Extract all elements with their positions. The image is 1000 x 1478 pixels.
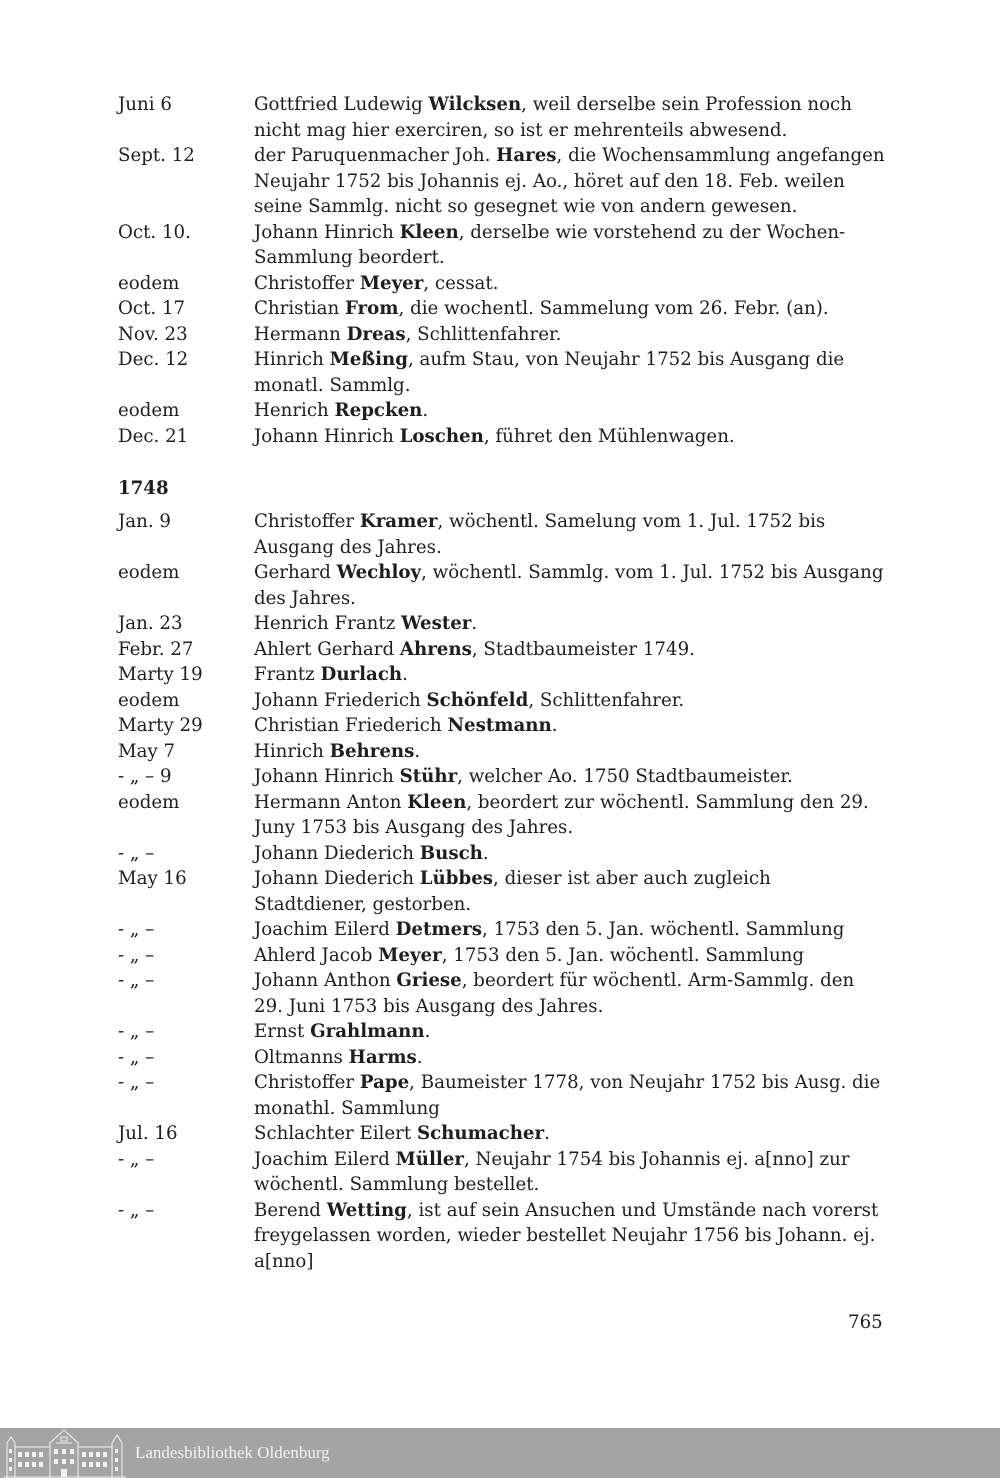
register-entry [118,637,888,663]
register-entry [118,611,888,637]
entry-text [254,968,888,1019]
register-entry [118,1070,888,1121]
entry-given-names: Frantz [254,664,321,685]
entry-surname: Loschen [399,425,484,447]
entry-date: - „ – [118,1072,155,1093]
entry-text [254,271,888,297]
entry-surname: Wetting [326,1199,407,1221]
entry-surname: Kleen [399,221,459,243]
entry-remark: . [416,1046,423,1068]
entry-date: May 16 [118,868,187,889]
entry-remark: . [471,613,478,634]
register-entry [118,866,888,917]
entry-text [254,841,888,867]
entry-given-names: Hermann [254,323,347,345]
entry-given-names: Ahlert Gerhard [254,638,400,660]
entry-given-names: der Paruquenmacher Joh. [254,145,497,166]
register-entry [118,713,888,739]
entry-remark: , Schlittenfahrer. [405,323,562,345]
entry-date: eodem [118,562,180,583]
register-entry [118,424,888,450]
entry-remark: , dieser ist aber auch zugleich Stadtdiener, gestorben. [254,868,771,915]
entry-remark: . [422,400,429,421]
register-entry [118,790,888,841]
entry-given-names: Christoffer [254,1072,360,1093]
register-entry [118,739,888,765]
entry-date: Jul. 16 [118,1123,178,1144]
entry-surname: Wilcksen [428,94,522,115]
entry-given-names: Christoffer [254,272,360,294]
entry-date: Jan. 9 [118,511,171,532]
register-entry [118,322,888,348]
entry-given-names: Schlachter Eilert [254,1123,417,1144]
register-entry [118,92,888,143]
entry-given-names: Oltmanns [254,1046,349,1068]
register-entry [118,1045,888,1071]
entry-text [254,943,888,969]
entry-text [254,1121,888,1147]
entry-remark: , Neujahr 1754 bis Johannis ej. a[nno] zur wöchentl. Sammlung bestellet. [254,1148,850,1195]
register-entry [118,1147,888,1198]
entry-surname: Detmers [395,919,483,940]
register-entry [118,764,888,790]
register-entry [118,220,888,271]
entry-date: - „ – [118,842,155,864]
entry-surname: Meßing [329,349,408,370]
entry-given-names: Johann Hinrich [254,766,400,787]
entry-surname: From [344,298,399,319]
page-number: 765 [848,1312,883,1333]
entry-surname: Meyer [359,272,424,294]
entry-text [254,1147,888,1198]
footer-bar [0,1428,1000,1478]
register-entry [118,917,888,943]
entry-date: eodem [118,791,180,813]
entry-date: Oct. 10. [118,221,191,243]
entry-remark: , beordert für wöchentl. Arm-Sammlg. den 29. Juni 1753 bis Ausgang des Jahres. [254,970,855,1017]
register-entry [118,1019,888,1045]
entry-date: Dec. 12 [118,349,189,370]
entry-text [254,917,888,943]
entry-text [254,143,888,220]
entry-remark: . [551,715,558,736]
entry-remark: , die wochentl. Sammelung vom 26. Febr. (an). [398,298,829,319]
register-entry [118,841,888,867]
register-entry [118,271,888,297]
entry-date: - „ – [118,919,155,940]
entry-remark: , führet den Mühlenwagen. [483,425,735,447]
entry-remark: . [482,842,489,864]
entry-surname: Wechloy [336,562,422,583]
entry-text [254,790,888,841]
library-name: Landesbibliothek Oldenburg [135,1443,330,1462]
register-entry [118,509,888,560]
entry-given-names: Johann Diederich [254,868,420,889]
entry-given-names: Johann Friederich [254,689,427,711]
entry-surname: Lübbes [419,868,494,889]
entry-given-names: Joachim Eilerd [254,919,396,940]
entry-date: Oct. 17 [118,298,186,319]
entry-text [254,92,888,143]
entry-date: Dec. 21 [118,425,189,447]
entry-date: Nov. 23 [118,323,188,345]
entry-remark: , aufm Stau, von Neujahr 1752 bis Ausgang die monatl. Sammlg. [254,349,845,396]
entry-surname: Pape [359,1072,410,1093]
register-entry [118,143,888,220]
register-entry [118,662,888,688]
entry-given-names: Henrich [254,400,335,421]
entry-remark: . [424,1021,431,1042]
entry-remark: , wöchentl. Samelung vom 1. Jul. 1752 bis Ausgang des Jahres. [254,511,826,558]
entry-text [254,1070,888,1121]
entry-remark: , weil derselbe sein Profession noch nicht mag hier exerciren, so ist er mehrenteils abwesend. [254,94,852,141]
entry-date: - „ – [118,1021,155,1042]
entry-given-names: Johann Anthon [254,970,397,991]
register-entry [118,943,888,969]
entry-surname: Busch [419,842,483,864]
entry-text [254,398,888,424]
entry-text [254,322,888,348]
entry-text [254,1198,888,1275]
entry-text [254,866,888,917]
entry-given-names: Christian [254,298,345,319]
entry-given-names: Ernst [254,1021,311,1042]
entry-date: May 7 [118,740,176,762]
entry-surname: Grahlmann [310,1021,425,1042]
entry-remark: , beordert zur wöchentl. Sammlung den 29. Juny 1753 bis Ausgang des Jahres. [254,791,869,838]
entry-remark: , cessat. [423,272,499,294]
entry-given-names: Joachim Eilerd [254,1148,396,1170]
entry-text [254,611,888,637]
entry-surname: Ahrens [399,638,472,660]
entry-remark: , Baumeister 1778, von Neujahr 1752 bis Ausg. die monathl. Sammlung [254,1072,881,1119]
entry-given-names: Johann Diederich [254,842,420,864]
register-entry [118,1198,888,1275]
entry-surname: Kleen [407,791,467,813]
entry-surname: Schumacher [416,1123,545,1144]
entry-surname: Schönfeld [426,689,529,711]
entry-surname: Dreas [346,323,406,345]
entry-surname: Meyer [378,944,442,966]
entry-date: Marty 19 [118,664,203,685]
entry-date: Jan. 23 [118,613,183,634]
entry-text [254,509,888,560]
register-entry [118,688,888,714]
entry-surname: Wester [401,613,472,634]
entry-given-names: Berend [254,1199,327,1221]
entry-date: Febr. 27 [118,638,194,660]
register-entry [118,398,888,424]
register-entries [118,92,888,1274]
register-entry [118,347,888,398]
entry-date: eodem [118,400,180,421]
entry-surname: Müller [395,1148,464,1170]
entry-given-names: Johann Hinrich [254,425,400,447]
year-heading: 1748 [118,478,169,499]
entry-date: - „ – [118,1148,155,1170]
entry-remark: , 1753 den 5. Jan. wöchentl. Sammlung [441,944,805,966]
entry-date: - „ – [118,970,155,991]
entry-date: - „ – [118,1046,155,1068]
entry-date: Juni 6 [118,94,172,115]
entry-surname: Repcken [334,400,423,421]
entry-text [254,220,888,271]
entry-given-names: Ahlerd Jacob [254,944,379,966]
entry-remark: . [544,1123,550,1144]
entry-text [254,688,888,714]
entry-remark: , Schlittenfahrer. [528,689,685,711]
entry-surname: Harms [348,1046,417,1068]
register-entry [118,560,888,611]
entry-text [254,347,888,398]
entry-given-names: Hinrich [254,349,330,370]
register-entry [118,296,888,322]
register-entry [118,968,888,1019]
register-entry [118,1121,888,1147]
entry-date: - „ – [118,944,155,966]
entry-date: Sept. 12 [118,145,195,166]
entry-given-names: Hermann Anton [254,791,408,813]
entry-remark: , 1753 den 5. Jan. wöchentl. Sammlung [482,919,845,940]
entry-date: Marty 29 [118,715,203,736]
entry-remark: , wöchentl. Sammlg. vom 1. Jul. 1752 bis Ausgang des Jahres. [254,562,884,609]
entry-surname: Griese [396,970,462,991]
entry-given-names: Henrich Frantz [254,613,402,634]
entry-surname: Nestmann [447,715,552,736]
entry-text [254,713,888,739]
entry-text [254,560,888,611]
entry-given-names: Gottfried Ludewig [254,94,429,115]
entry-given-names: Gerhard [254,562,337,583]
library-building-icon [4,1429,126,1478]
entry-given-names: Hinrich [254,740,330,762]
entry-surname: Hares [496,145,557,166]
entry-remark: , Stadtbaumeister 1749. [471,638,695,660]
entry-text [254,1019,888,1045]
entry-date: eodem [118,689,180,711]
entry-text [254,739,888,765]
entry-remark: . [414,740,421,762]
entry-given-names: Christoffer [254,511,360,532]
entry-given-names: Johann Hinrich [254,221,400,243]
entry-remark: , welcher Ao. 1750 Stadtbaumeister. [457,766,793,787]
entry-text [254,764,888,790]
entry-remark: , ist auf sein Ansuchen und Umstände nach vorerst freygelassen worden, wieder bestellet Neujahr 1756 bis Johann. ej. a[nno] [254,1199,879,1272]
entry-date: - „ – [118,1199,155,1221]
entry-date: eodem [118,272,180,294]
entry-surname: Behrens [329,740,415,762]
entry-surname: Stühr [399,766,458,787]
entry-remark: . [402,664,408,685]
entry-text [254,637,888,663]
entry-remark: , die Wochensammlung angefangen Neujahr 1752 bis Johannis ej. Ao., höret auf den 18. Feb. weilen seine Sammlg. nicht so gesegnet wie von andern gewesen. [254,145,885,217]
entry-remark: , derselbe wie vorstehend zu der Wochen-Sammlung beordert. [254,221,846,268]
entry-surname: Durlach [320,664,403,685]
entry-given-names: Christian Friederich [254,715,448,736]
entry-text [254,662,888,688]
entry-text [254,1045,888,1071]
entry-date: - „ – 9 [118,766,172,787]
entry-text [254,424,888,450]
entry-surname: Kramer [359,511,438,532]
entry-text [254,296,888,322]
